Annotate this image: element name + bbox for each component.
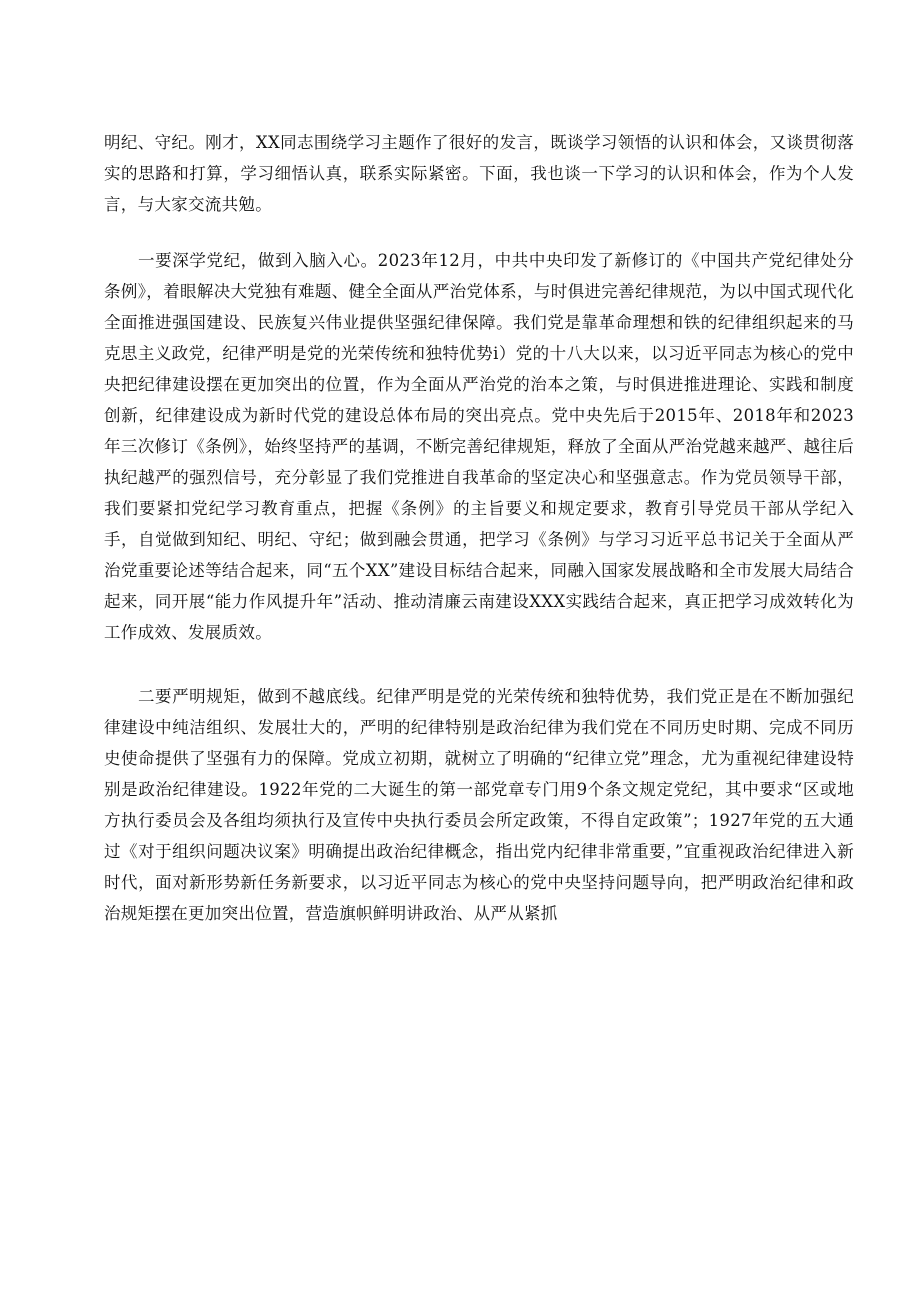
- paragraph-strict-rules: 二要严明规矩，做到不越底线。纪律严明是党的光荣传统和独特优势，我们党正是在不断加强纪律建设中纯洁组织、发展壮大的，严明的纪律特别是政治纪律为我们党在不同历史时期、完成不同历史使命提供了坚强有力的保障。党成立初期，就树立了明确的“纪律立党”理念，尤为重视纪律建设特别是政治纪律建设。1922年党的二大诞生的第一部党章专门用9个条文规定党纪，其中要求“区或地方执行委员会及各组均须执行及宣传中央执行委员会所定政策，不得自定政策”；1927年党的五大通过《对于组织问题决议案》明确提出政治纪律概念，指出党内纪律非常重要，”宜重视政治纪律进入新时代，面对新形势新任务新要求，以习近平同志为核心的党中央坚持问题导向，把严明政治纪律和政治规矩摆在更加突出位置，营造旗帜鲜明讲政治、从严从紧抓: [104, 687, 854, 923]
- paragraph-study-discipline: 一要深学党纪，做到入脑入心。2023年12月，中共中央印发了新修订的《中国共产党纪律处分条例》，着眼解决大党独有难题、健全全面从严治党体系，与时俱进完善纪律规范，为以中国式现代化全面推进强国建设、民族复兴伟业提供坚强纪律保障。我们党是靠革命理想和铁的纪律组织起来的马克思主义政党，纪律严明是党的光荣传统和独特优势i）党的十八大以来，以习近平同志为核心的党中央把纪律建设摆在更加突出的位置，作为全面从严治党的治本之策，与时俱进推进理论、实践和制度创新，纪律建设成为新时代党的建设总体布局的突出亮点。党中央先后于2015年、2018年和2023年三次修订《条例》，始终坚持严的基调，不断完善纪律规矩，释放了全面从严治党越来越严、越往后执纪越严的强烈信号，充分彰显了我们党推进自我革命的坚定决心和坚强意志。作为党员领导干部，我们要紧扣党纪学习教育重点，把握《条例》的主旨要义和规定要求，教育引导党员干部从学纪入手，自觉做到知纪、明纪、守纪；做到融会贯通，把学习《条例》与学习习近平总书记关于全面从严治党重要论述等结合起来，同“五个XX”建设目标结合起来，同融入国家发展战略和全市发展大局结合起来，同开展“能力作风提升年”活动、推动清廉云南建设XXX实践结合起来，真正把学习成效转化为工作成效、发展质效。: [104, 251, 854, 642]
- document-body: [104, 127, 854, 929]
- paragraph-opening: 明纪、守纪。刚才，XX同志围绕学习主题作了很好的发言，既谈学习领悟的认识和体会，又谈贯彻落实的思路和打算，学习细悟认真，联系实际紧密。下面，我也谈一下学习的认识和体会，作为个人发言，与大家交流共勉。: [104, 133, 854, 214]
- paragraph-spacer: [104, 220, 854, 245]
- paragraph-spacer: [104, 648, 854, 681]
